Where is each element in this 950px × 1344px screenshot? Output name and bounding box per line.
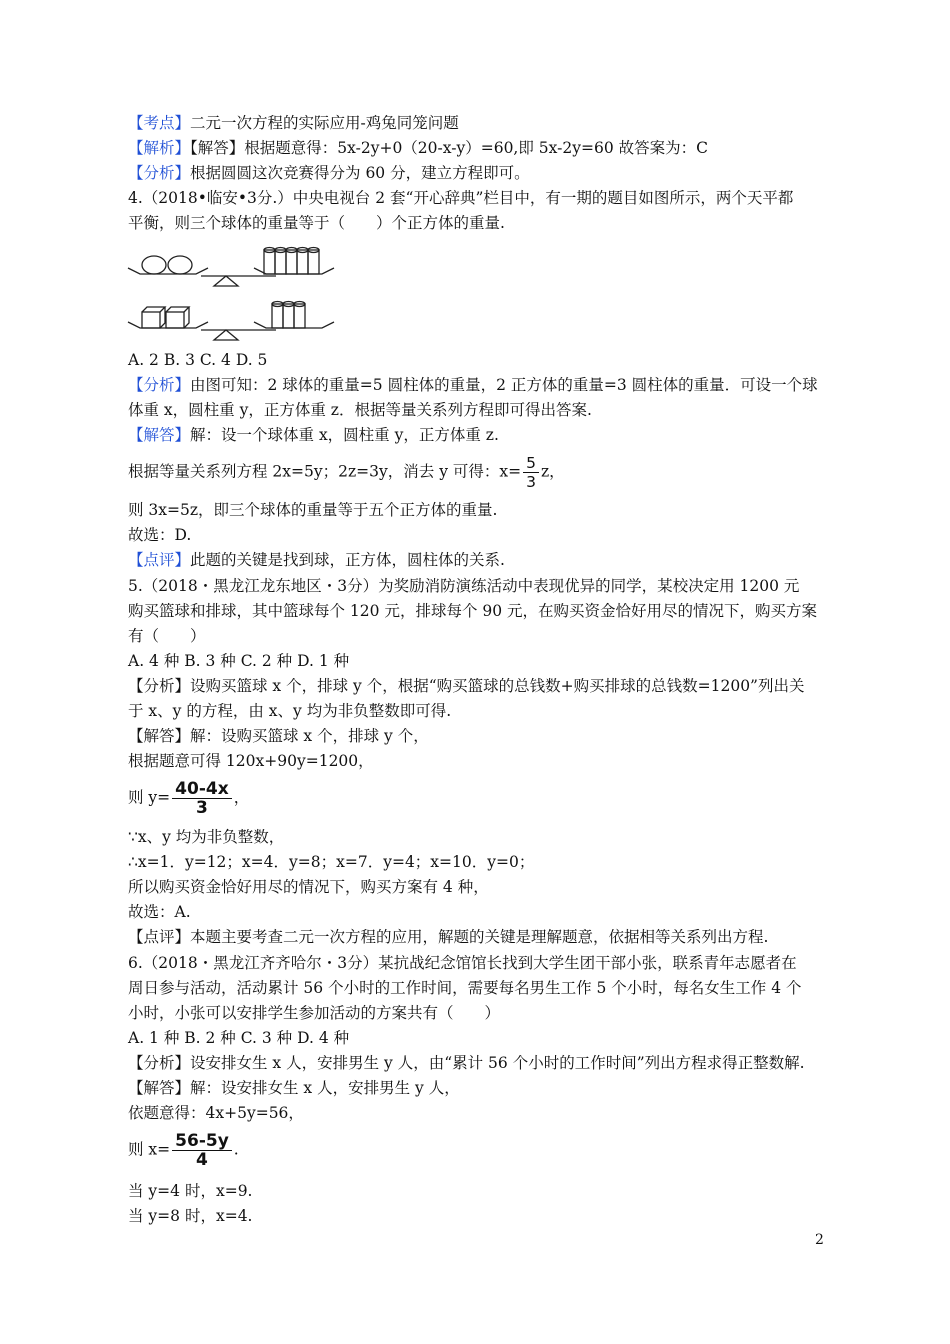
- sphere-2: [168, 256, 192, 274]
- fraction-56-5y-over-4: $\frac{56-5y}{4}$: [172, 1132, 232, 1169]
- page-number: 2: [815, 1232, 824, 1248]
- fraction-5-3: $\frac{5}{3}$: [523, 454, 539, 491]
- q6-solution-1: 【解答】解：设安排女生 x 人，安排男生 y 人，: [128, 1079, 460, 1097]
- tag-jiexi: 【解析】: [128, 139, 191, 157]
- cylinder-b: [283, 304, 294, 328]
- q5-solution-2: 根据题意可得 120x+90y=1200，: [128, 752, 374, 770]
- tag-kaodian: 【考点】: [128, 114, 191, 132]
- line-kaodian: 【考点】二元一次方程的实际应用-鸡兔同笼问题: [128, 114, 459, 132]
- q5-options: A. 4 种 B. 3 种 C. 2 种 D. 1 种: [128, 652, 350, 670]
- q5-comment: 【点评】本题主要考查二元一次方程的应用，解题的关键是理解题意，依据相等关系列出方程.: [128, 928, 769, 946]
- q5-analysis-1: 【分析】设购买篮球 x 个，排球 y 个，根据“购买篮球的总钱数+购买排球的总钱数=1200”列出关: [128, 677, 805, 695]
- q5-solution-3: 则 y= $\frac{40-4x}{3}$ ，: [128, 779, 250, 818]
- fraction-40-4x-over-3: $\frac{40-4x}{3}$: [172, 780, 232, 817]
- q4-solution-3: 则 3x=5z，即三个球体的重量等于五个正方体的重量.: [128, 501, 498, 519]
- q5-stem-1: 5.（2018・黑龙江龙东地区・3分）为奖励消防演练活动中表现优异的同学，某校决定用 1200 元: [128, 577, 800, 595]
- cylinder-1: [264, 250, 275, 274]
- q6-solution-4: 当 y=4 时，x=9.: [128, 1182, 253, 1200]
- q5-stem-3: 有（ ）: [128, 627, 206, 645]
- cylinder-5: [308, 250, 319, 274]
- cylinder-c: [294, 304, 305, 328]
- q6-analysis: 【分析】设安排女生 x 人，安排男生 y 人，由“累计 56 个小时的工作时间”列出方程求得正整数解.: [128, 1054, 805, 1072]
- cube-2: [166, 307, 189, 328]
- cube-1: [142, 307, 165, 328]
- cylinder-3: [286, 250, 297, 274]
- q5-solution-7: 故选：A.: [128, 903, 191, 921]
- q6-stem-2: 周日参与活动，活动累计 56 个小时的工作时间，需要每名男生工作 5 个小时，每名女生工作 4 个: [128, 979, 802, 997]
- line-jiexi: 【解析】【解答】根据题意得：5x-2y+0（20-x-y）=60,即 5x-2y=60 故答案为：C: [128, 139, 708, 157]
- q4-analysis-1: 【分析】由图可知：2 球体的重量=5 圆柱体的重量，2 正方体的重量=3 圆柱体的重量．可设一个球: [128, 376, 818, 394]
- q4-solution-4: 故选：D.: [128, 526, 192, 544]
- q5-analysis-2: 于 x、y 的方程，由 x、y 均为非负整数即可得.: [128, 702, 452, 720]
- cylinder-a: [272, 304, 283, 328]
- q4-comment: 【点评】此题的关键是找到球，正方体，圆柱体的关系.: [128, 551, 505, 569]
- cylinder-4: [297, 250, 308, 274]
- q5-solution-5: ∴x=1．y=12；x=4．y=8；x=7．y=4；x=10．y=0；: [128, 853, 535, 871]
- sphere-1: [142, 256, 166, 274]
- q5-solution-4: ∵x、y 均为非负整数，: [128, 828, 285, 846]
- balance-figure-cubes-cylinders: [126, 292, 336, 344]
- q4-stem-1: 4.（2018•临安•3分.）中央电视台 2 套“开心辞典”栏目中，有一期的题目如图所示，两个天平都: [128, 189, 794, 207]
- q4-solution-1: 【解答】解：设一个球体重 x，圆柱重 y，正方体重 z.: [128, 426, 499, 444]
- q6-solution-5: 当 y=8 时，x=4.: [128, 1207, 253, 1225]
- q6-solution-3: 则 x= $\frac{56-5y}{4}$ .: [128, 1131, 239, 1170]
- q6-options: A. 1 种 B. 2 种 C. 3 种 D. 4 种: [128, 1029, 350, 1047]
- q5-solution-6: 所以购买资金恰好用尽的情况下，购买方案有 4 种，: [128, 878, 489, 896]
- balance-figure-spheres-cylinders: [126, 238, 336, 290]
- q5-stem-2: 购买篮球和排球，其中篮球每个 120 元，排球每个 90 元，在购买资金恰好用尽的情况下，购买方案: [128, 602, 818, 620]
- cylinder-2: [275, 250, 286, 274]
- q4-analysis-2: 体重 x，圆柱重 y，正方体重 z．根据等量关系列方程即可得出答案.: [128, 401, 592, 419]
- q4-options: A. 2 B. 3 C. 4 D. 5: [128, 351, 268, 369]
- q6-stem-3: 小时，小张可以安排学生参加活动的方案共有（ ）: [128, 1004, 501, 1022]
- tag-fenxi: 【分析】: [128, 164, 191, 182]
- q5-solution-1: 【解答】解：设购买篮球 x 个，排球 y 个，: [128, 727, 429, 745]
- q6-solution-2: 依题意得：4x+5y=56，: [128, 1104, 304, 1122]
- q6-stem-1: 6.（2018・黑龙江齐齐哈尔・3分）某抗战纪念馆馆长找到大学生团干部小张，联系青年志愿者在: [128, 954, 797, 972]
- q4-stem-2: 平衡，则三个球体的重量等于（ ）个正方体的重量.: [128, 214, 505, 232]
- q4-solution-2: 根据等量关系列方程 2x=5y；2z=3y，消去 y 可得：x= $\frac{5}{3}$ z，: [128, 454, 565, 491]
- line-fenxi: 【分析】根据圆圆这次竞赛得分为 60 分，建立方程即可。: [128, 164, 530, 182]
